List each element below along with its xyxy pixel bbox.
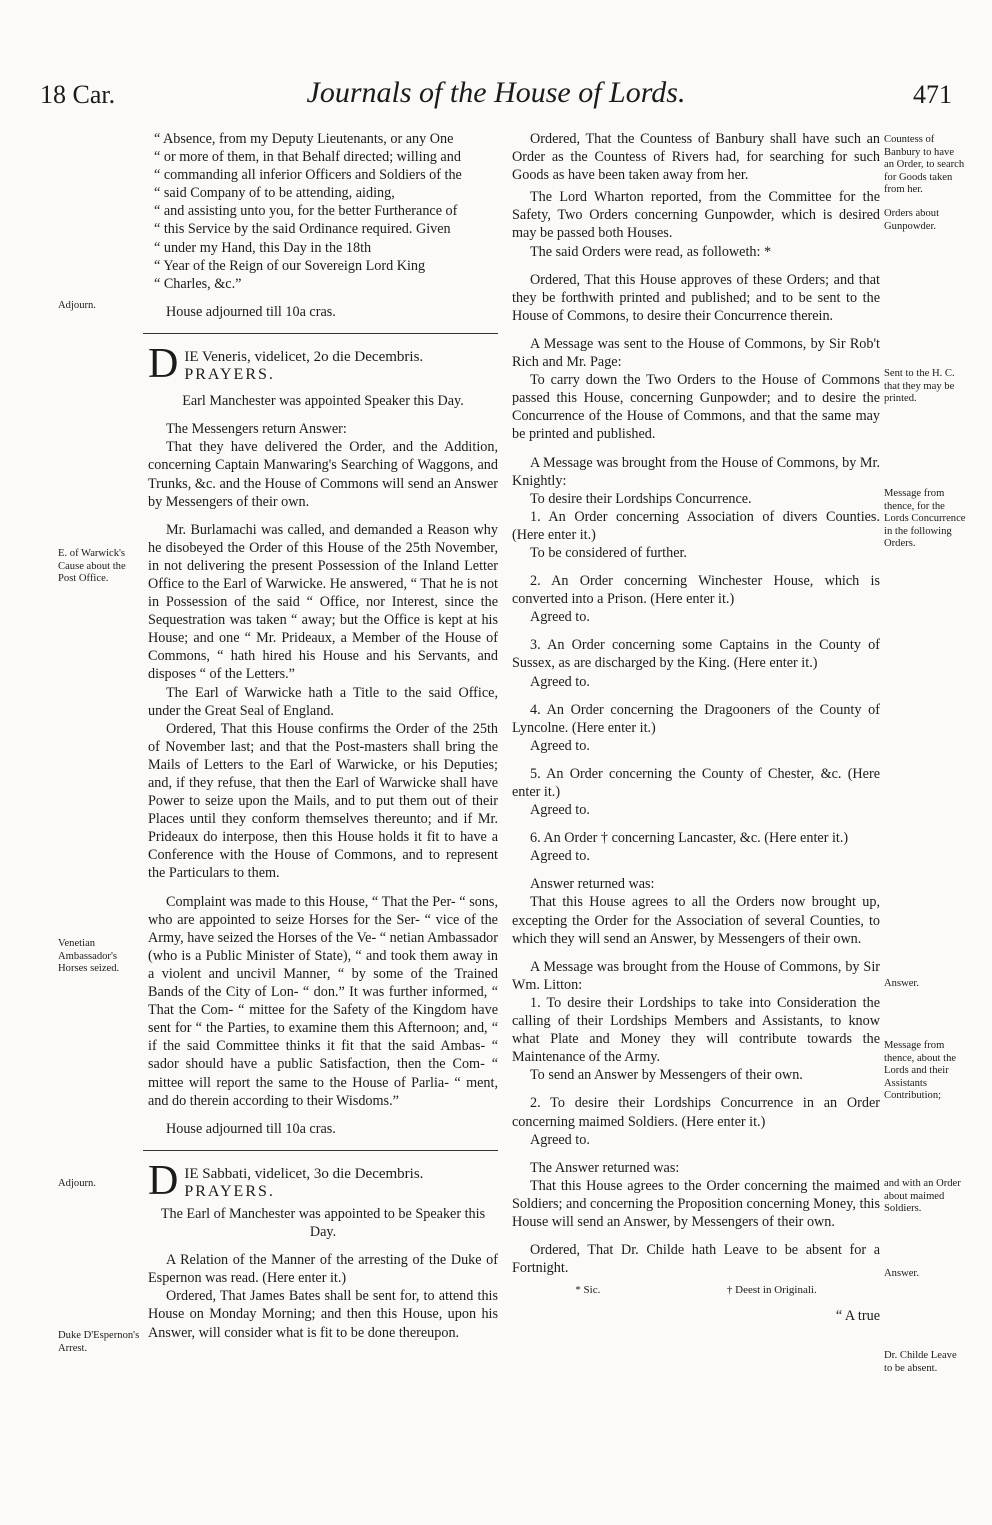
day-heading-text-2: IE Veneris, videlicet, 2o die Decembris. <box>184 348 424 365</box>
messengers-text: That they have delivered the Order, and the Addition, concerning Captain Manwaring's Searching of Waggons, and Trunks, &c. and the House of Commons will send an Answer by Messengers of their own. <box>148 439 498 510</box>
order-5-result: Agreed to. <box>530 802 590 819</box>
opening-quote-line: “ Year of the Reign of our Sovereign Lord King <box>154 257 426 274</box>
margin-note-adjourn-2: Adjourn. <box>58 1178 96 1189</box>
complaint-entry: Complaint was made to this House, “ That the Per- “ sons, who are appointed to seize Horses for the Ser- “ vice of the Army, have seized the Horses of the Ve- “ netian Ambassador (who is a Public Minister of State), “ and took them away in a violent and uncivil Manner, “ by some of the Trained Bands of the City of Lon- “ don.” It was further informed, “ That the Com- “ mittee for the Safety of the Kingdom have sent for “ the Parties, to examine them this Afternoon; and, “ if the said Committee thinks it fit that the said Ambas- “ sador should have a public Satisfaction, then the Com- “ mittee will report the same to the House of Parlia- “ ment, and do therein according to their Wisdoms.” <box>148 893 498 1109</box>
espernon-entry: A Relation of the Manner of the arresting of the Duke of Espernon was read. (Here enter it.) <box>148 1252 498 1287</box>
desire-concurrence-entry: To desire their Lordships Concurrence. <box>530 490 752 507</box>
order-5: 5. An Order concerning the County of Chester, &c. (Here enter it.) <box>512 765 880 800</box>
footnotes <box>512 1281 880 1299</box>
footnote-deest: † Deest in Originali. <box>726 1284 817 1297</box>
approves-entry: Ordered, That this House approves of these Orders; and that they be forthwith printed and published; and to be sent to the House of Commons, to desire their Concurrence therein. <box>512 271 880 324</box>
message-litton-entry: A Message was brought from the House of Commons, by Sir Wm. Litton: <box>512 958 880 993</box>
orders-read-entry: The said Orders were read, as followeth: * <box>530 243 772 260</box>
wharton-entry: The Lord Wharton reported, from the Committee for the Safety, Two Orders concerning Gunpowder, which is desired may be passed both Houses. <box>512 189 880 242</box>
running-head-regnal-year: 18 Car. <box>40 80 116 109</box>
message-sent-entry: A Message was sent to the House of Commons, by Sir Rob't Rich and Mr. Page: <box>512 335 880 371</box>
litton-item-1: 1. To desire their Lordships to take into Consideration the calling of their Lordships Members and Assistants, to know what Plate and Money they will contribute towards the Maintenance of the Army. <box>512 994 880 1066</box>
page-number: 471 <box>913 80 952 109</box>
margin-note-gunpowder: Orders about Gunpowder. <box>884 208 940 232</box>
margin-note-answer-2: Answer. <box>884 1268 920 1279</box>
answer-returned-title-2: The Answer returned was: <box>530 1159 680 1176</box>
message-knightly-entry: A Message was brought from the House of Commons, by Mr. Knightly: <box>512 454 880 489</box>
order-3-result: Agreed to. <box>530 673 590 690</box>
answer-returned-title: Answer returned was: <box>530 876 655 893</box>
running-head-title: Journals of the House of Lords. <box>306 76 686 109</box>
opening-quote-line: “ under my Hand, this Day in the 18th <box>154 239 372 256</box>
order-2: 2. An Order concerning Winchester House, which is converted into a Prison. (Here enter it.) <box>512 573 880 608</box>
order-1-result: To be considered of further. <box>530 544 687 561</box>
margin-note-childe: Dr. Childe Leave to be absent. <box>884 1350 957 1374</box>
day-heading-2 <box>148 344 498 384</box>
litton-item-2-result: Agreed to. <box>530 1131 590 1148</box>
margin-note-adjourn-1: Adjourn. <box>58 300 96 311</box>
answer-returned-text: That this House agrees to all the Orders now brought up, excepting the Order for the Association of several Counties, to which they will send an Answer, by Messengers of their own. <box>512 894 880 947</box>
speaker-entry-2: Earl Manchester was appointed Speaker this Day. <box>182 393 464 410</box>
opening-quote-line: “ commanding all inferior Officers and Soldiers of the <box>154 167 462 184</box>
carry-down-entry: To carry down the Two Orders to the House of Commons passed this House, concerning Gunpowder; and to desire the Concurrence of the House of Commons, and that the same may be printed and published. <box>512 372 880 443</box>
right-column <box>512 130 880 1325</box>
day-heading-text-3: IE Sabbati, videlicet, 3o die Decembris. <box>184 1165 424 1182</box>
opening-quote-line: “ and assisting unto you, for the better Furtherance of <box>154 203 458 220</box>
messengers-title: The Messengers return Answer: <box>166 421 347 438</box>
drop-cap-2: D <box>148 343 179 385</box>
section-rule-1 <box>143 333 498 334</box>
answer-returned-text-2: That this House agrees to the Order concerning the maimed Soldiers; and concerning the Proposition concerning Money, this House will send an Answer, by Messengers of their own. <box>512 1177 880 1230</box>
page-header <box>40 70 952 120</box>
order-6-result: Agreed to. <box>530 848 590 865</box>
opening-quote-line: “ Absence, from my Deputy Lieutenants, or any One <box>154 131 454 147</box>
order-3: 3. An Order concerning some Captains in the County of Sussex, as are discharged by the King. (Here enter it.) <box>512 637 880 672</box>
prayers-heading-3: PRAYERS. <box>184 1182 275 1200</box>
margin-note-banbury: Countess of Banbury to have an Order, to search for Goods taken from her. <box>884 134 965 195</box>
litton-item-1-result: To send an Answer by Messengers of their own. <box>530 1067 803 1084</box>
drop-cap-3: D <box>148 1160 179 1201</box>
section-rule-2 <box>143 1150 498 1151</box>
footnote-sic: * Sic. <box>575 1284 601 1297</box>
burlamachi-entry: Mr. Burlamachi was called, and demanded a Reason why he disobeyed the Order of this House of the 25th November, in not delivering the present Possession of the Inland Letter Office to the Earl of Warwicke. He answered, “ That he is not in Possession of the said “ Office, nor Interest, since the Sequestration was taken “ away; but the Office is kept at his House; and one “ Mr. Prideaux, a Member of the House of Commons, “ hath hired his House and his Servants, and disposes “ of the Letters.” <box>148 521 498 683</box>
opening-quote-line: “ or more of them, in that Behalf directed; willing and <box>154 149 461 166</box>
prayers-heading-2: PRAYERS. <box>184 366 275 384</box>
margin-note-sent-hc: Sent to the H. C. that they may be printed. <box>884 368 955 404</box>
margin-note-message-thence: Message from thence, for the Lords Concurrence in the following Orders. <box>884 488 966 549</box>
margin-note-espernon: Duke D'Espernon's Arrest. <box>58 1330 140 1354</box>
ordered-post-entry: Ordered, That this House confirms the Order of the 25th of November last; and that the Post-masters shall bring the Mails of Letters to the Earl of Warwicke, or his Deputies; and, if they refuse, that then the Earl of Warwicke shall have Power to seize upon the Mails, and to put them out of their Places until they conform themselves thereunto; and if Mr. Prideaux do interpose, then this House holds it fit to have a Conference with the House of Commons, and to represent the Particulars to them. <box>148 720 498 882</box>
opening-quote-line: “ this Service by the said Ordinance required. Given <box>154 221 451 238</box>
order-6: 6. An Order † concerning Lancaster, &c. (Here enter it.) <box>530 830 849 847</box>
margin-note-contribution: Message from thence, about the Lords and their Assistants Contribution; <box>884 1040 957 1101</box>
catchword: “ A true <box>835 1308 880 1325</box>
opening-quote-line: “ said Company of to be attending, aiding, <box>154 185 395 202</box>
order-1: 1. An Order concerning Association of divers Counties. (Here enter it.) <box>512 508 880 543</box>
banbury-entry: Ordered, That the Countess of Banbury shall have such an Order as the Countess of Rivers had, for searching for such Goods as have been taken away from her. <box>512 131 880 184</box>
left-column <box>148 130 498 1342</box>
speaker-entry-3: The Earl of Manchester was appointed to be Speaker this Day. <box>160 1205 486 1241</box>
order-4-result: Agreed to. <box>530 737 590 754</box>
warwick-title-entry: The Earl of Warwicke hath a Title to the said Office, under the Great Seal of England. <box>148 684 498 719</box>
litton-item-2: 2. To desire their Lordships Concurrence in an Order concerning maimed Soldiers. (Here enter it.) <box>512 1095 880 1130</box>
order-4: 4. An Order concerning the Dragooners of the County of Lyncolne. (Here enter it.) <box>512 701 880 736</box>
ordered-bates-entry: Ordered, That James Bates shall be sent for, to attend this House on Monday Morning; and then this House, upon his Answer, will consider what is fit to be done thereupon. <box>148 1288 498 1341</box>
margin-note-warwick-cause: E. of Warwick's Cause about the Post Office. <box>58 548 126 584</box>
margin-note-answer-1: Answer. <box>884 978 920 989</box>
day-heading-3 <box>148 1161 498 1201</box>
childe-entry: Ordered, That Dr. Childe hath Leave to be absent for a Fortnight. <box>512 1242 880 1277</box>
order-2-result: Agreed to. <box>530 609 590 626</box>
adjourn-entry-1: House adjourned till 10a cras. <box>166 303 336 320</box>
opening-quote-line: “ Charles, &c.” <box>154 275 242 292</box>
opening-quote <box>148 130 498 293</box>
margin-note-venetian: Venetian Ambassador's Horses seized. <box>58 938 120 974</box>
adjourn-entry-2: House adjourned till 10a cras. <box>166 1120 336 1137</box>
margin-note-maimed: and with an Order about maimed Soldiers. <box>884 1178 961 1214</box>
